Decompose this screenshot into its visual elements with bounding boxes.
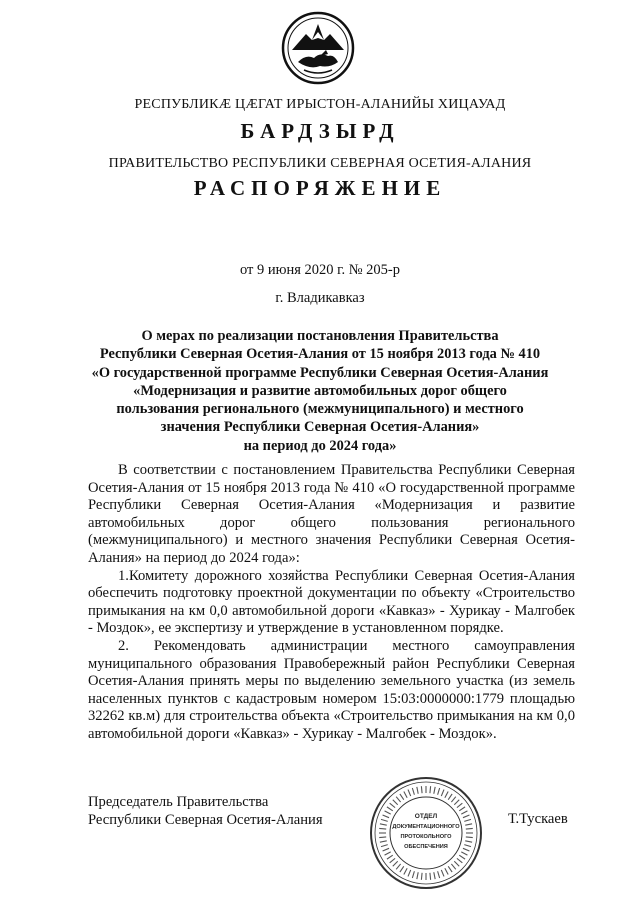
stamp-center-text: ОБЕСПЕЧЕНИЯ: [404, 844, 448, 850]
official-stamp: [368, 775, 484, 891]
header-government-russian: ПРАВИТЕЛЬСТВО РЕСПУБЛИКИ СЕВЕРНАЯ ОСЕТИЯ-АЛАНИЯ: [108, 156, 532, 171]
header-doc-type-ossetian: БАРДЗЫРД: [240, 119, 400, 143]
document-date-number: от 9 июня 2020 г. № 205-р: [239, 262, 401, 278]
document-city: г. Владикавказ: [275, 290, 365, 306]
header-doc-type-russian: РАСПОРЯЖЕНИЕ: [193, 176, 447, 200]
signatory-name: Т.Тускаев: [508, 811, 568, 827]
title-line: О мерах по реализации постановления Правительства: [141, 328, 499, 344]
title-line: на период до 2024 года»: [243, 437, 397, 454]
stamp-center-text: ПРОТОКОЛЬНОГО: [400, 834, 452, 840]
title-line: значения Республики Северная Осетия-Алания»: [160, 419, 480, 436]
title-line: пользования регионального (межмуниципального) и местного: [116, 401, 524, 418]
header-government-ossetian: РЕСПУБЛИКӔ ЦӔГАТ ИРЫСТОН-АЛАНИЙЫ ХИЦАУАД: [134, 97, 506, 112]
signatory-position: [88, 793, 323, 830]
title-line: Республики Северная Осетия-Алания от 15 ноября 2013 года № 410: [99, 346, 541, 363]
signatory-position-line: Республики Северная Осетия-Алания: [88, 812, 323, 829]
coat-of-arms-emblem: [280, 10, 356, 86]
title-line: «Модернизация и развитие автомобильных дорог общего: [133, 382, 507, 399]
body-paragraph-preamble: В соответствии с постановлением Правительства Республики Северная Осетия-Алания от 15 ноября 2013 года № 410 «О государственной программе Республики Северная Осетия-Алания «Модернизация и развитие автомобильных дорог общего пользования регионального (межмуниципального) и местного значения Республики Северная Осетия-Алания» на период до 2024 года»:: [88, 462, 575, 566]
document-title: [70, 327, 570, 455]
signatory-position-line: Председатель Правительства: [88, 794, 269, 810]
body-paragraph-item-1: 1.Комитету дорожного хозяйства Республики Северная Осетия-Алания обеспечить подготовку проектной документации по объекту «Строительство примыкания на км 0,0 автомобильной дороги «Кавказ» - Хурикау - Малгобек - Моздок», ее экспертизу и утверждение в установленном порядке.: [88, 567, 575, 637]
title-line: «О государственной программе Республики Северная Осетия-Алания: [91, 364, 549, 381]
body-paragraph-item-2: 2. Рекомендовать администрации местного самоуправления муниципального образования Правобережный район Республики Северная Осетия-Алания принять меры по выделению земельного участка (из земель населенных пунктов с кадастровым номером 15:03:0000000:1779 площадью 32262 кв.м) для строительства объекта «Строительство примыкания на км 0,0 автомобильной дороги «Кавказ» - Хурикау - Малгобек - Моздок».: [88, 637, 575, 742]
document-body: [88, 462, 575, 744]
stamp-center-text: ДОКУМЕНТАЦИОННОГО: [392, 824, 460, 830]
stamp-center-text: ОТДЕЛ: [414, 813, 438, 820]
